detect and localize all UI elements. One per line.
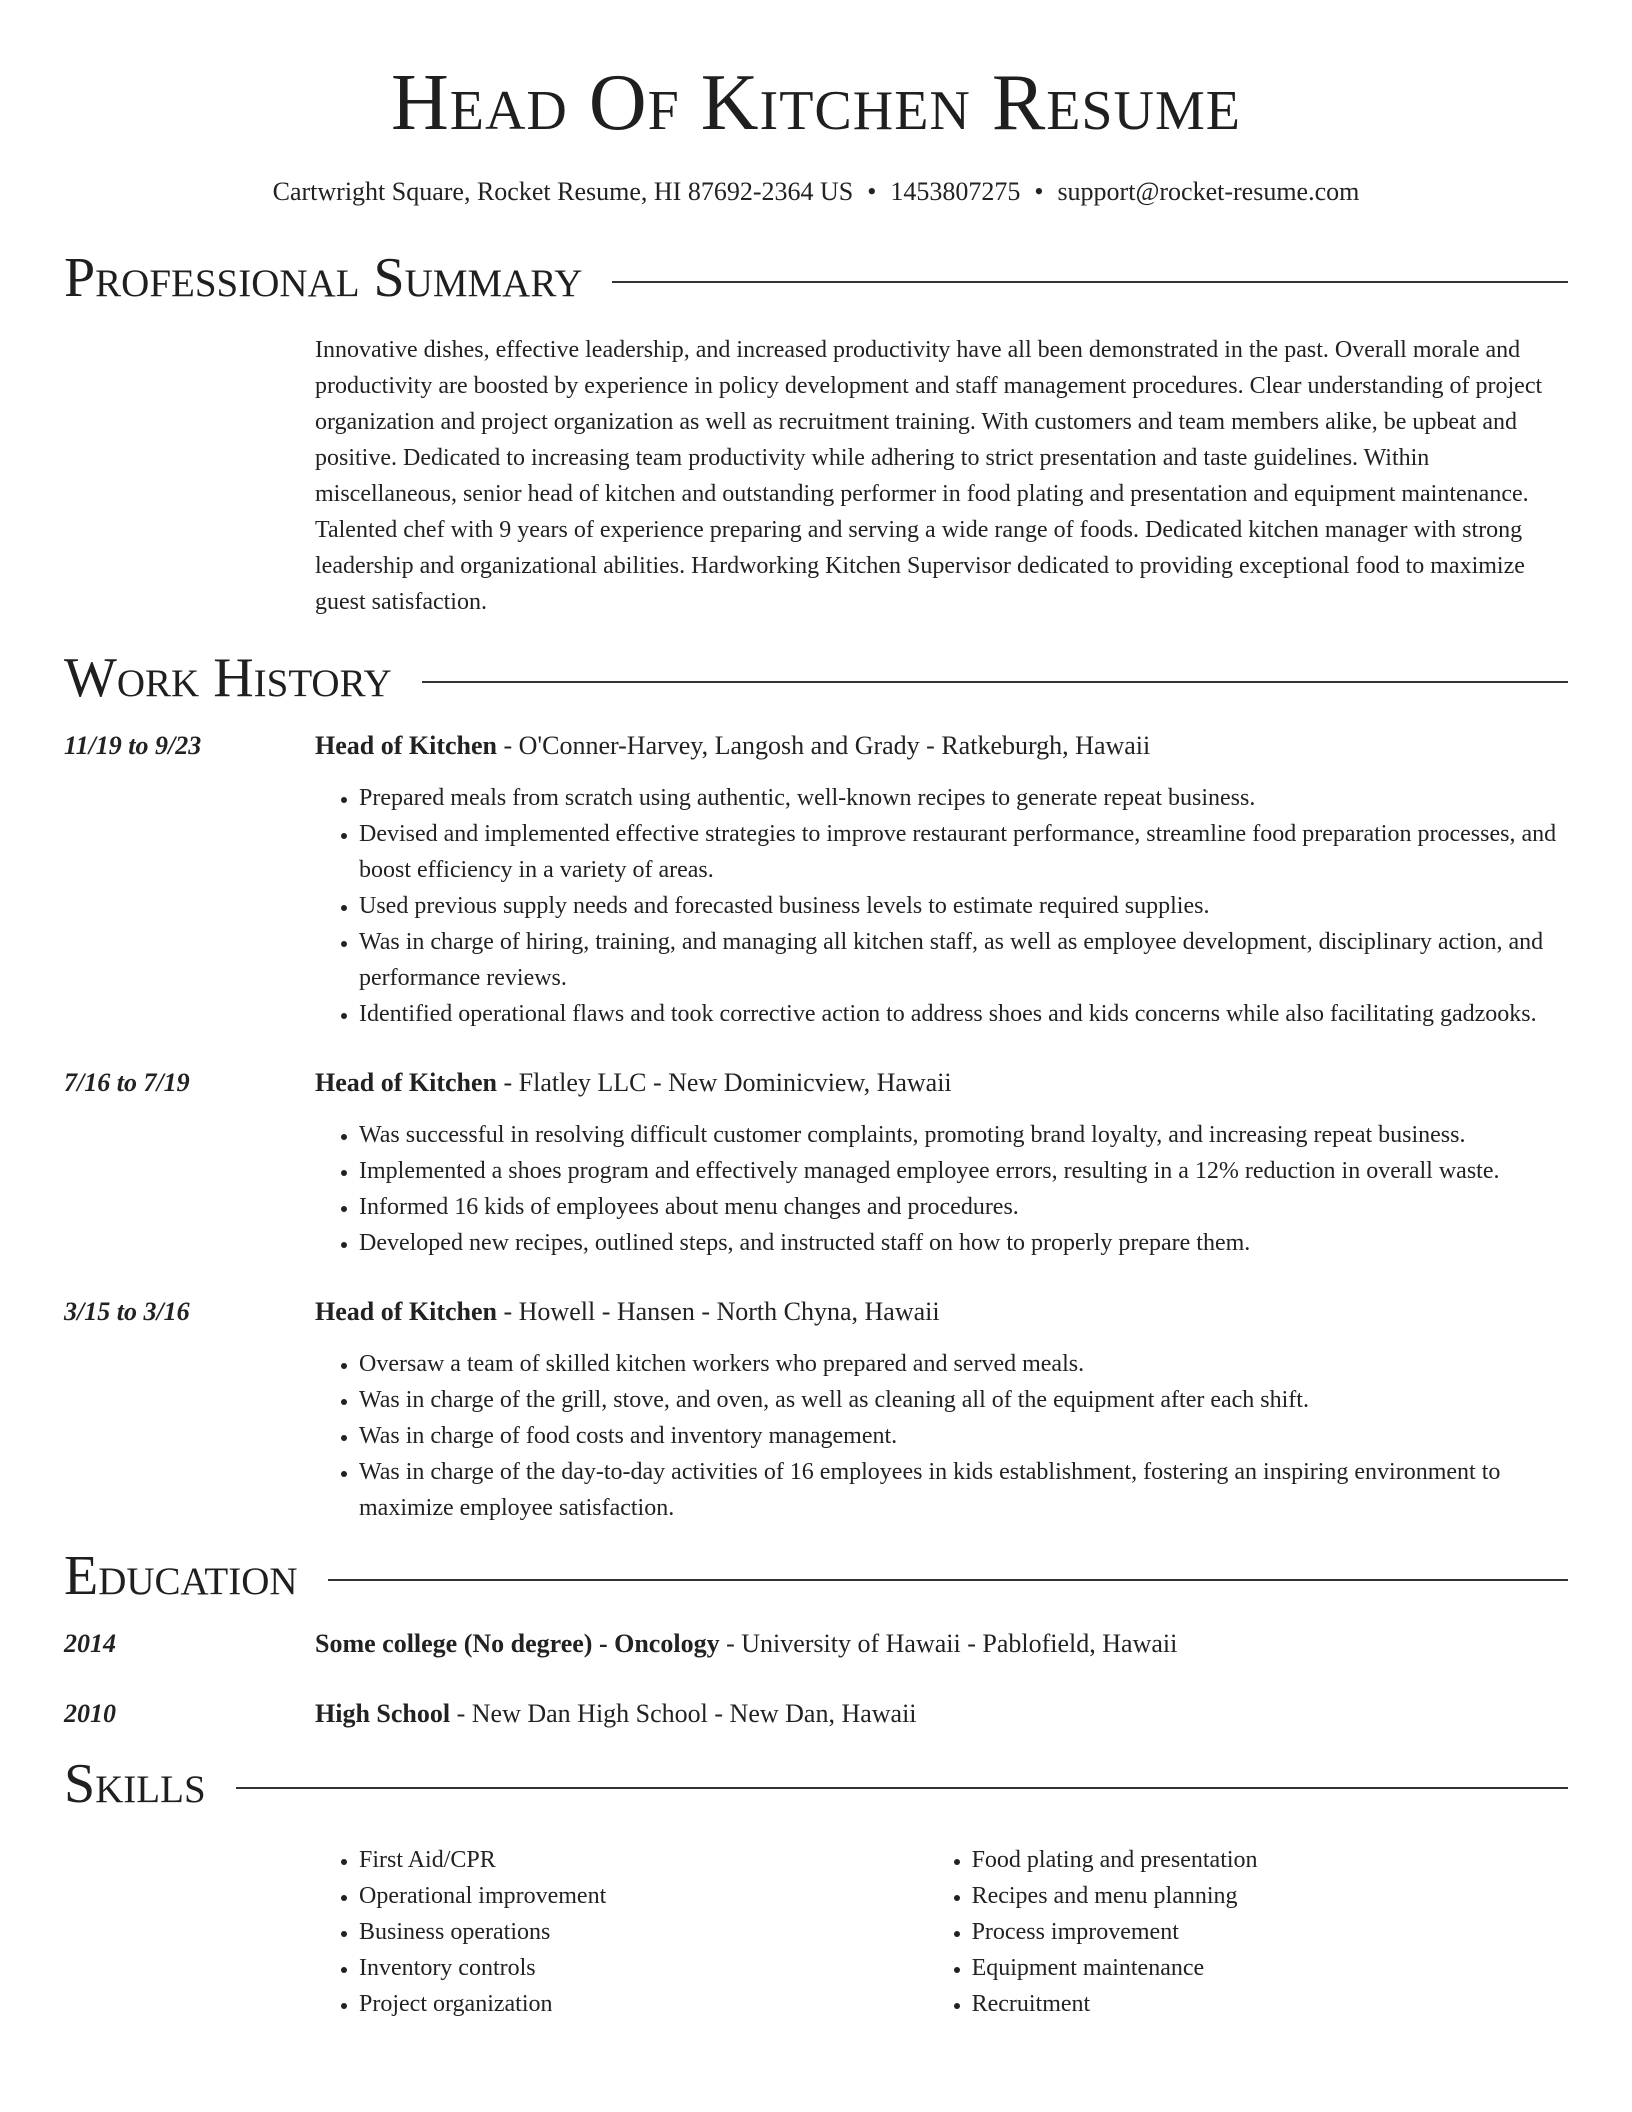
education-year: 2010: [64, 1699, 116, 1728]
list-item: • Developed new recipes, outlined steps, and instructed staff on how to properly prepare them.: [359, 1225, 1568, 1261]
skill-item: • Inventory controls: [359, 1950, 928, 1986]
job-company: - O'Conner-Harvey, Langosh and Grady - Ratkeburgh, Hawaii: [497, 731, 1151, 760]
resume-title: Head Of Kitchen Resume: [390, 59, 1241, 147]
education-school: - University of Hawaii - Pablofield, Hawaii: [719, 1629, 1178, 1658]
job-company: - Howell - Hansen - North Chyna, Hawaii: [497, 1297, 940, 1326]
list-item: • Was in charge of food costs and inventory management.: [359, 1418, 1568, 1454]
list-item: • Was in charge of hiring, training, and managing all kitchen staff, as well as employee development, disciplinary action, and performance reviews.: [359, 924, 1568, 996]
job-entry: [64, 1294, 1568, 1526]
section-divider: [422, 681, 1568, 683]
contact-email: support@rocket-resume.com: [1057, 177, 1360, 206]
skills-list: [315, 1842, 1568, 2022]
summary-text: Innovative dishes, effective leadership, and increased productivity have all been demonstrated in the past. Overall morale and productivity are boosted by experience in policy development and staff management procedures. Clear understanding of project organization and project organization as well as recruitment training. With customers and team members alike, be upbeat and positive. Dedicated to increasing team productivity while adhering to strict presentation and taste guidelines. Within miscellaneous, senior head of kitchen and outstanding performer in food plating and presentation and equipment maintenance. Talented chef with 9 years of experience preparing and serving a wide range of foods. Dedicated kitchen manager with strong leadership and organizational abilities. Hardworking Kitchen Supervisor dedicated to providing exceptional food to maximize guest satisfaction.: [315, 337, 1543, 615]
work-section-header: [64, 642, 1568, 714]
contact-address: Cartwright Square, Rocket Resume, HI 87692-2364 US: [272, 177, 854, 206]
list-item: • Implemented a shoes program and effectively managed employee errors, resulting in a 12% reduction in overall waste.: [359, 1153, 1568, 1189]
skill-item: • Food plating and presentation: [972, 1842, 1568, 1878]
skill-item: • Process improvement: [972, 1914, 1568, 1950]
education-entry: [64, 1626, 1568, 1662]
education-degree: Some college (No degree) - Oncology: [315, 1629, 720, 1658]
list-item: • Identified operational flaws and took corrective action to address shoes and kids concerns while also facilitating gadzooks.: [359, 996, 1568, 1032]
education-section-title: Education: [64, 1545, 298, 1607]
resume-header: [64, 0, 1568, 208]
job-heading: [315, 728, 1568, 764]
skill-item: • Operational improvement: [359, 1878, 928, 1914]
job-title: Head of Kitchen: [315, 1068, 497, 1097]
education-school: - New Dan High School - New Dan, Hawaii: [450, 1699, 917, 1728]
job-dates: 11/19 to 9/23: [64, 731, 202, 760]
skill-item: • Equipment maintenance: [972, 1950, 1568, 1986]
education-heading: [315, 1626, 1568, 1662]
education-heading: [315, 1696, 1568, 1732]
job-entry: [64, 1065, 1568, 1261]
job-title: Head of Kitchen: [315, 731, 497, 760]
contact-separator: •: [1034, 177, 1044, 206]
section-divider: [328, 1579, 1568, 1581]
list-item: • Used previous supply needs and forecasted business levels to estimate required supplies.: [359, 888, 1568, 924]
list-item: • Was in charge of the grill, stove, and oven, as well as cleaning all of the equipment after each shift.: [359, 1382, 1568, 1418]
job-title: Head of Kitchen: [315, 1297, 497, 1326]
skill-item: • Recipes and menu planning: [972, 1878, 1568, 1914]
skill-item: • Recruitment: [972, 1986, 1568, 2022]
skill-item: • Project organization: [359, 1986, 928, 2022]
list-item: • Was successful in resolving difficult customer complaints, promoting brand loyalty, and increasing repeat business.: [359, 1117, 1568, 1153]
list-item: • Oversaw a team of skilled kitchen workers who prepared and served meals.: [359, 1346, 1568, 1382]
skill-item: • Business operations: [359, 1914, 928, 1950]
skills-section-header: [64, 1748, 1568, 1820]
skills-column-right: [928, 1842, 1568, 2022]
education-year: 2014: [64, 1629, 116, 1658]
summary-section-title: Professional Summary: [64, 247, 583, 309]
contact-line: [64, 176, 1568, 208]
list-item: • Informed 16 kids of employees about menu changes and procedures.: [359, 1189, 1568, 1225]
job-bullets: [315, 1346, 1568, 1526]
education-degree: High School: [315, 1699, 451, 1728]
contact-separator: •: [867, 177, 877, 206]
list-item: • Devised and implemented effective strategies to improve restaurant performance, streamline food preparation processes, and boost efficiency in a variety of areas.: [359, 816, 1568, 888]
job-company: - Flatley LLC - New Dominicview, Hawaii: [497, 1068, 952, 1097]
section-divider: [236, 1787, 1568, 1789]
list-item: • Was in charge of the day-to-day activities of 16 employees in kids establishment, fostering an inspiring environment to maximize employee satisfaction.: [359, 1454, 1568, 1526]
job-dates: 3/15 to 3/16: [64, 1297, 190, 1326]
job-bullets: [315, 780, 1568, 1032]
skills-column-left: [315, 1842, 928, 2022]
section-divider: [612, 281, 1568, 283]
job-dates: 7/16 to 7/19: [64, 1068, 190, 1097]
job-heading: [315, 1294, 1568, 1330]
job-entry: [64, 728, 1568, 1032]
job-bullets: [315, 1117, 1568, 1261]
list-item: • Prepared meals from scratch using authentic, well-known recipes to generate repeat business.: [359, 780, 1568, 816]
skill-item: • First Aid/CPR: [359, 1842, 928, 1878]
education-section-header: [64, 1540, 1568, 1612]
contact-phone: 1453807275: [890, 177, 1021, 206]
job-heading: [315, 1065, 1568, 1101]
resume-page: [64, 0, 1568, 2022]
skills-section-title: Skills: [64, 1753, 206, 1815]
education-entry: [64, 1696, 1568, 1732]
work-section-title: Work History: [64, 647, 392, 709]
summary-section-header: [64, 242, 1568, 314]
